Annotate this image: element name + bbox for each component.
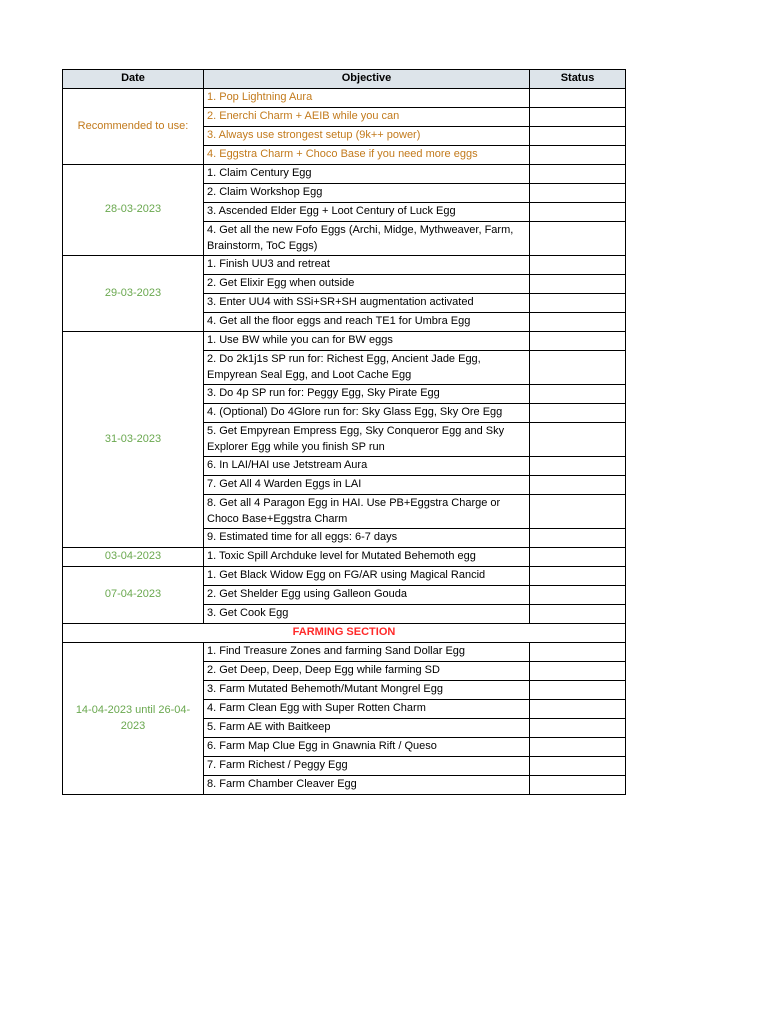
status-cell (530, 385, 626, 404)
objective-cell: 2. Get Deep, Deep, Deep Egg while farming SD (204, 662, 530, 681)
table-row (63, 643, 626, 662)
objective-cell: 5. Get Empyrean Empress Egg, Sky Conqueror Egg and Sky Explorer Egg while you finish SP run (204, 423, 530, 457)
status-cell (530, 457, 626, 476)
status-cell (530, 495, 626, 529)
status-cell (530, 681, 626, 700)
status-cell (530, 184, 626, 203)
status-header: Status (530, 70, 626, 89)
status-cell (530, 203, 626, 222)
date-cell: 14-04-2023 until 26-04-2023 (63, 643, 204, 795)
status-cell (530, 404, 626, 423)
objective-cell: 1. Use BW while you can for BW eggs (204, 332, 530, 351)
table-body (63, 89, 626, 795)
table-row (63, 165, 626, 184)
objective-cell: 6. In LAI/HAI use Jetstream Aura (204, 457, 530, 476)
objective-cell: 4. (Optional) Do 4Glore run for: Sky Glass Egg, Sky Ore Egg (204, 404, 530, 423)
table-row (63, 567, 626, 586)
objective-cell: 7. Farm Richest / Peggy Egg (204, 757, 530, 776)
status-cell (530, 108, 626, 127)
objective-cell: 1. Get Black Widow Egg on FG/AR using Magical Rancid (204, 567, 530, 586)
objective-cell: 1. Finish UU3 and retreat (204, 256, 530, 275)
status-cell (530, 313, 626, 332)
status-cell (530, 643, 626, 662)
status-cell (530, 165, 626, 184)
objective-cell: 3. Always use strongest setup (9k++ power) (204, 127, 530, 146)
objective-cell: 3. Farm Mutated Behemoth/Mutant Mongrel Egg (204, 681, 530, 700)
status-cell (530, 757, 626, 776)
table-row (63, 332, 626, 351)
status-cell (530, 423, 626, 457)
objective-cell: 4. Eggstra Charm + Choco Base if you need more eggs (204, 146, 530, 165)
table-row (63, 256, 626, 275)
status-cell (530, 351, 626, 385)
objective-cell: 2. Do 2k1j1s SP run for: Richest Egg, Ancient Jade Egg, Empyrean Seal Egg, and Loot Cache Egg (204, 351, 530, 385)
objective-cell: 1. Toxic Spill Archduke level for Mutated Behemoth egg (204, 548, 530, 567)
status-cell (530, 548, 626, 567)
date-header: Date (63, 70, 204, 89)
objectives-table (62, 69, 626, 795)
status-cell (530, 275, 626, 294)
status-cell (530, 586, 626, 605)
objective-cell: 5. Farm AE with Baitkeep (204, 719, 530, 738)
status-cell (530, 146, 626, 165)
objective-cell: 8. Get all 4 Paragon Egg in HAI. Use PB+Eggstra Charge or Choco Base+Eggstra Charm (204, 495, 530, 529)
objective-cell: 2. Get Shelder Egg using Galleon Gouda (204, 586, 530, 605)
objective-cell: 4. Get all the floor eggs and reach TE1 for Umbra Egg (204, 313, 530, 332)
objective-header: Objective (204, 70, 530, 89)
date-cell: 31-03-2023 (63, 332, 204, 548)
objective-cell: 2. Enerchi Charm + AEIB while you can (204, 108, 530, 127)
table-row (63, 89, 626, 108)
objective-cell: 6. Farm Map Clue Egg in Gnawnia Rift / Queso (204, 738, 530, 757)
objective-cell: 7. Get All 4 Warden Eggs in LAI (204, 476, 530, 495)
status-cell (530, 332, 626, 351)
objective-cell: 1. Find Treasure Zones and farming Sand Dollar Egg (204, 643, 530, 662)
status-cell (530, 529, 626, 548)
status-cell (530, 719, 626, 738)
objective-cell: 3. Enter UU4 with SSi+SR+SH augmentation activated (204, 294, 530, 313)
status-cell (530, 256, 626, 275)
status-cell (530, 127, 626, 146)
section-title: FARMING SECTION (63, 624, 626, 643)
objective-cell: 4. Get all the new Fofo Eggs (Archi, Midge, Mythweaver, Farm, Brainstorm, ToC Eggs) (204, 222, 530, 256)
status-cell (530, 738, 626, 757)
objective-cell: 3. Ascended Elder Egg + Loot Century of Luck Egg (204, 203, 530, 222)
section-row (63, 624, 626, 643)
objective-cell: 2. Claim Workshop Egg (204, 184, 530, 203)
date-cell: Recommended to use: (63, 89, 204, 165)
objective-cell: 2. Get Elixir Egg when outside (204, 275, 530, 294)
date-cell: 28-03-2023 (63, 165, 204, 256)
status-cell (530, 700, 626, 719)
table-row (63, 548, 626, 567)
objective-cell: 1. Claim Century Egg (204, 165, 530, 184)
objective-cell: 3. Get Cook Egg (204, 605, 530, 624)
status-cell (530, 476, 626, 495)
objective-cell: 9. Estimated time for all eggs: 6-7 days (204, 529, 530, 548)
objective-cell: 8. Farm Chamber Cleaver Egg (204, 776, 530, 795)
status-cell (530, 89, 626, 108)
header-row (63, 70, 626, 89)
date-cell: 03-04-2023 (63, 548, 204, 567)
status-cell (530, 567, 626, 586)
status-cell (530, 605, 626, 624)
status-cell (530, 294, 626, 313)
date-cell: 29-03-2023 (63, 256, 204, 332)
status-cell (530, 222, 626, 256)
date-cell: 07-04-2023 (63, 567, 204, 624)
objective-cell: 3. Do 4p SP run for: Peggy Egg, Sky Pirate Egg (204, 385, 530, 404)
status-cell (530, 776, 626, 795)
objective-cell: 4. Farm Clean Egg with Super Rotten Charm (204, 700, 530, 719)
status-cell (530, 662, 626, 681)
objective-cell: 1. Pop Lightning Aura (204, 89, 530, 108)
